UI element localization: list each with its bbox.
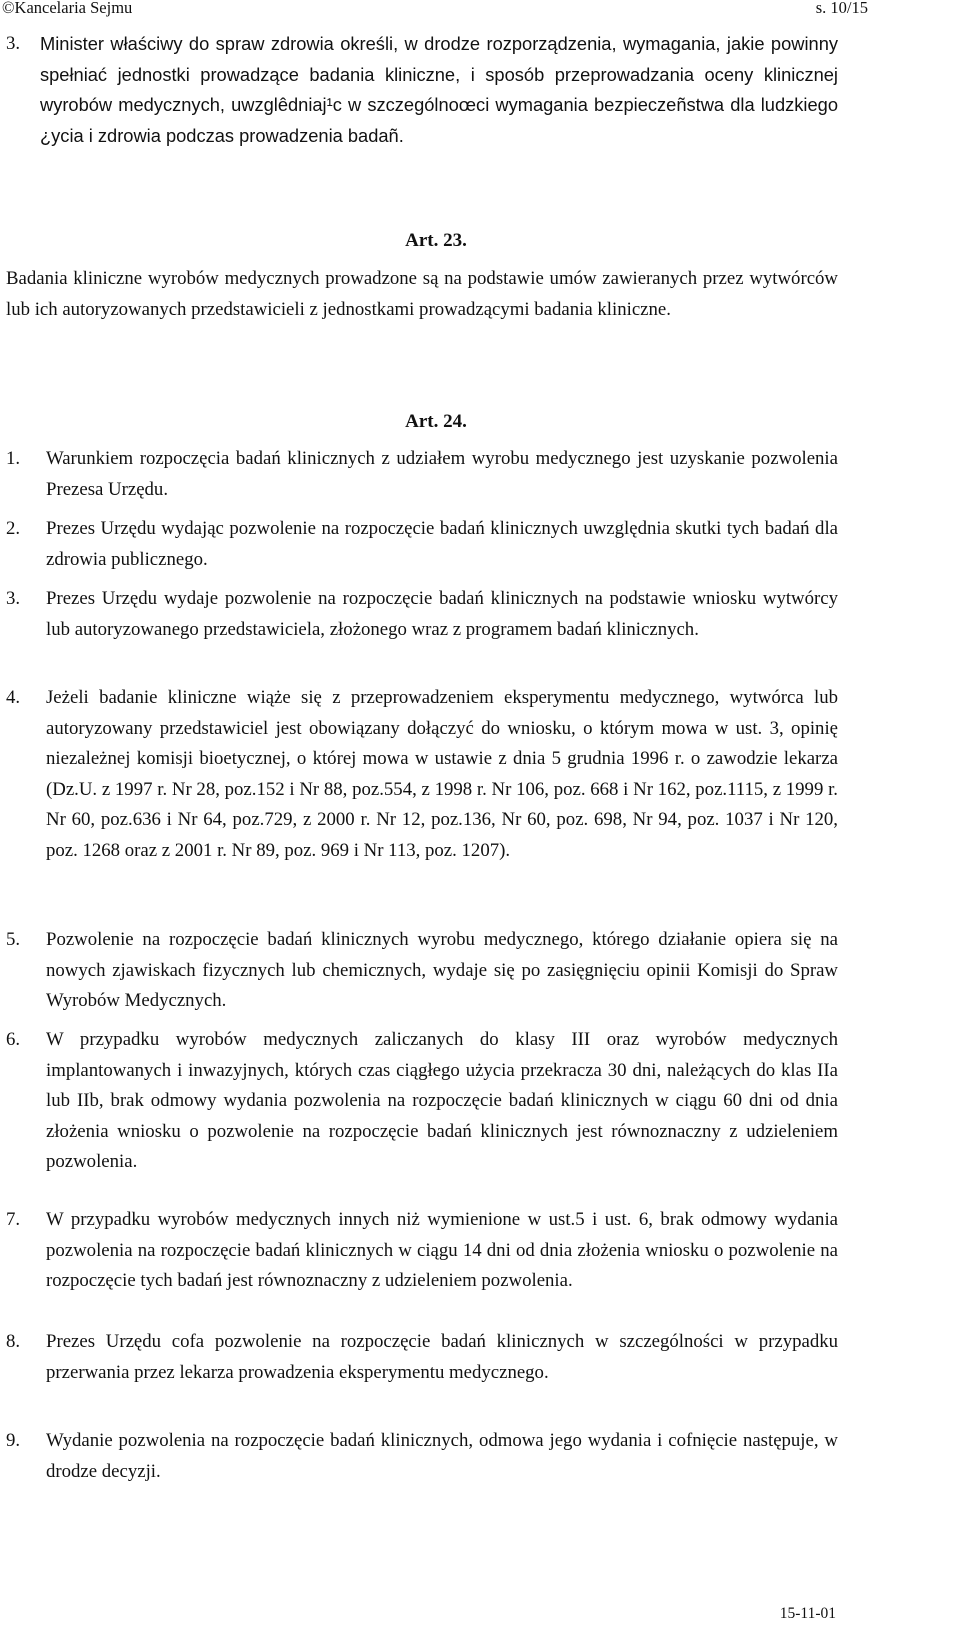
list-item	[6, 925, 838, 1017]
item-number: 7.	[6, 1209, 21, 1230]
header-copyright: ©Kancelaria Sejmu	[2, 0, 133, 17]
article-24-title	[0, 410, 960, 434]
item-number: 8.	[6, 1331, 21, 1352]
item-text: W przypadku wyrobów medycznych zaliczanych do klasy III oraz wyrobów medycznych implantowanych i inwazyjnych, których czas ciągłego użycia przekracza 30 dni, należących do klas IIa lub IIb, brak odmowy wydania pozwolenia na rozpoczęcie badań klinicznych w ciągu 60 dni od dnia złożenia wniosku o pozwolenie na rozpoczęcie badań klinicznych jest równoznaczny z udzieleniem pozwolenia.	[46, 1029, 838, 1172]
article-23-title	[0, 229, 960, 253]
item-text: Warunkiem rozpoczęcia badań klinicznych z udziałem wyrobu medycznego jest uzyskanie pozwolenia Prezesa Urzędu.	[46, 448, 838, 500]
item-number: 6.	[6, 1029, 21, 1050]
item-number: 9.	[6, 1430, 21, 1451]
header-page-number: s. 10/15	[815, 0, 868, 17]
item-number: 5.	[6, 929, 21, 950]
article-title-text: Art. 24.	[405, 411, 467, 432]
footer-date: 15-11-01	[779, 1605, 836, 1622]
list-item	[6, 1426, 838, 1487]
list-item	[6, 1205, 838, 1297]
article-title-text: Art. 23.	[405, 230, 467, 251]
list-item	[6, 1025, 838, 1178]
item-number: 2.	[6, 518, 21, 539]
item-text: Pozwolenie na rozpoczęcie badań klinicznych wyrobu medycznego, którego działanie opiera się na nowych zjawiskach fizycznych lub chemicznych, wydaje się po zasięgnięciu opinii Komisji do Spraw Wyrobów Medycznych.	[46, 929, 838, 1011]
item-number: 3.	[6, 588, 21, 609]
list-item	[6, 584, 838, 645]
item-number: 4.	[6, 687, 21, 708]
item-text: Jeżeli badanie kliniczne wiąże się z przeprowadzeniem eksperymentu medycznego, wytwórca lub autoryzowany przedstawiciel jest obowiązany dołączyć do wniosku, o którym mowa w ust. 3, opinię niezależnej komisji bioetycznej, o której mowa w ustawie z dnia 5 grudnia 1996 r. o zawodzie lekarza (Dz.U. z 1997 r. Nr 28, poz.152 i Nr 88, poz.554, z 1998 r. Nr 106, poz. 668 i Nr 162, poz.1115, z 1999 r. Nr 60, poz.636 i Nr 64, poz.729, z 2000 r. Nr 12, poz.136, Nr 60, poz. 698, Nr 94, poz. 1037 i Nr 120, poz. 1268 oraz z 2001 r. Nr 89, poz. 969 i Nr 113, poz. 1207).	[46, 687, 838, 861]
list-item	[6, 683, 838, 866]
item-text: W przypadku wyrobów medycznych innych niż wymienione w ust.5 i ust. 6, brak odmowy wydania pozwolenia na rozpoczęcie badań klinicznych w ciągu 14 dni od dnia złożenia wniosku o pozwolenie na rozpoczęcie tych badań jest równoznaczny z udzieleniem pozwolenia.	[46, 1209, 838, 1291]
item-text: Prezes Urzędu wydaje pozwolenie na rozpoczęcie badań klinicznych na podstawie wniosku wytwórcy lub autoryzowanego przedstawiciela, złożonego wraz z programem badań klinicznych.	[46, 588, 838, 640]
list-item	[6, 1327, 838, 1388]
item-text: Wydanie pozwolenia na rozpoczęcie badań klinicznych, odmowa jego wydania i cofnięcie następuje, w drodze decyzji.	[46, 1430, 838, 1482]
item-text: Prezes Urzędu wydając pozwolenie na rozpoczęcie badań klinicznych uwzględnia skutki tych badań dla zdrowia publicznego.	[46, 518, 838, 570]
list-item	[6, 444, 838, 505]
item-number: 3.	[6, 33, 21, 54]
list-item	[6, 29, 838, 151]
list-item	[6, 514, 838, 575]
item-text: Prezes Urzędu cofa pozwolenie na rozpoczęcie badań klinicznych w szczególności w przypadku przerwania przez lekarza prowadzenia eksperymentu medycznego.	[46, 1331, 838, 1383]
article-23-text: Badania kliniczne wyrobów medycznych prowadzone są na podstawie umów zawieranych przez wytwórców lub ich autoryzowanych przedstawicieli z jednostkami prowadzącymi badania kliniczne.	[6, 268, 838, 320]
item-number: 1.	[6, 448, 21, 469]
item-text: Minister właściwy do spraw zdrowia określi, w drodze rozporządzenia, wymagania, jakie powinny spełniać jednostki prowadzące badania kliniczne, i sposób przeprowadzania oceny klinicznej wyrobów medycznych, uwzglêdniaj¹c w szczególnoœci wymagania bezpieczeñstwa dla ludzkiego ¿ycia i zdrowia podczas prowadzenia badañ.	[40, 33, 838, 146]
